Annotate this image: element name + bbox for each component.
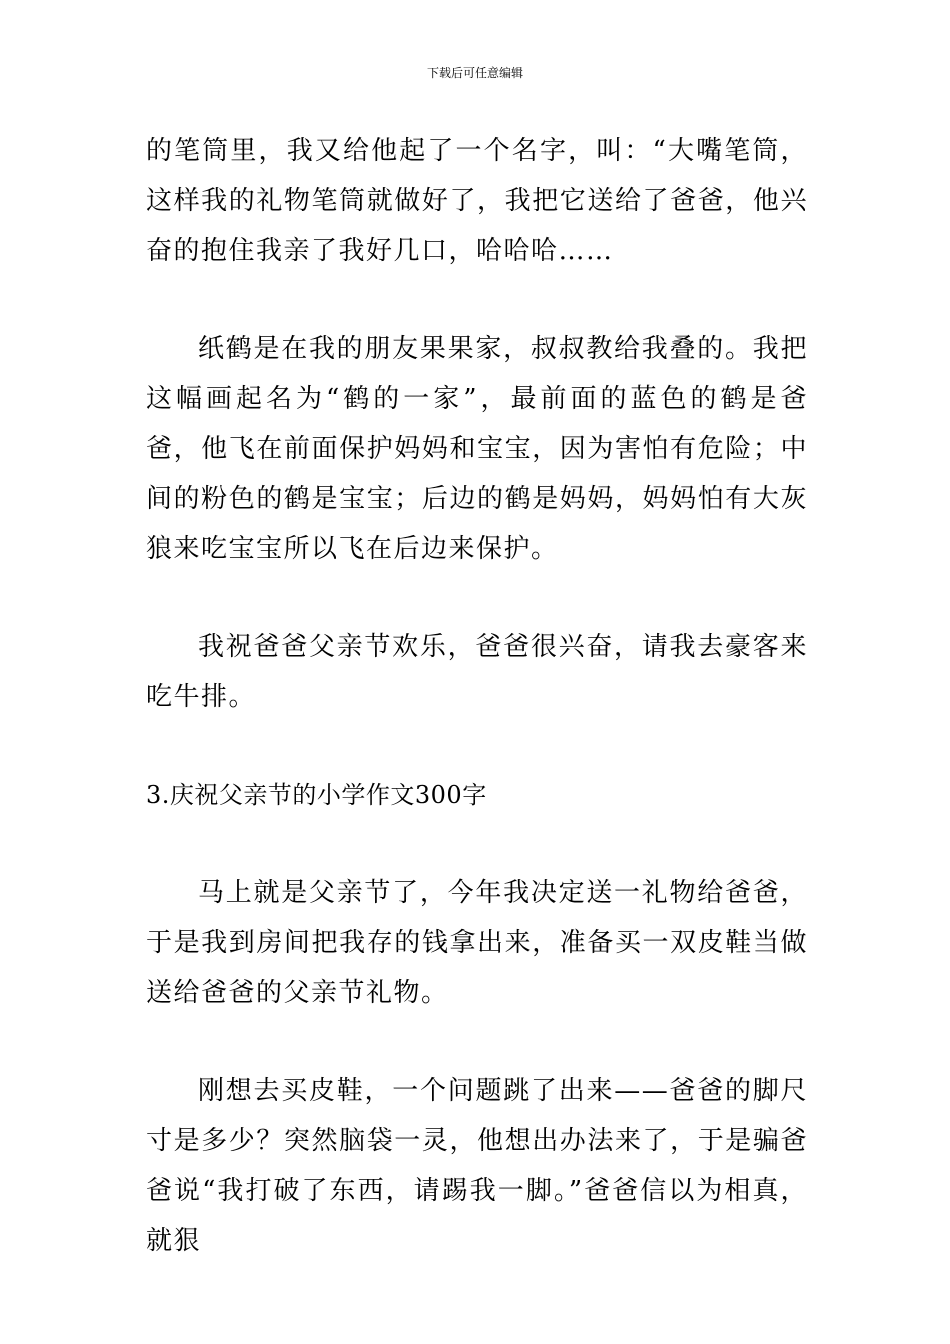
paragraph-wish: 我祝爸爸父亲节欢乐，爸爸很兴奋，请我去豪客来吃牛排。 xyxy=(146,632,808,712)
paragraph-paper-crane: 纸鹤是在我的朋友果果家，叔叔教给我叠的。我把这幅画起名为“鹤的一家”，最前面的蓝色的鹤是爸爸，他飞在前面保护妈妈和宝宝，因为害怕有危险；中间的粉色的鹤是宝宝；后边的鹤是妈妈，妈妈怕有大灰狼来吃宝宝所以飞在后边来保护。 xyxy=(146,334,808,564)
section-heading: 3.庆祝父亲节的小学作文300字 xyxy=(146,781,487,809)
paragraph-shoe-size: 刚想去买皮鞋，一个问题跳了出来——爸爸的脚尺寸是多少？突然脑袋一灵，他想出办法来了，于是骗爸爸说“我打破了东西，请踢我一脚。”爸爸信以为相真，就狠 xyxy=(146,1076,808,1256)
document-body xyxy=(146,126,808,1266)
paragraph-continuation: 的笔筒里，我又给他起了一个名字，叫：“大嘴笔筒，这样我的礼物笔筒就做好了，我把它送给了爸爸，他兴奋的抱住我亲了我好几口，哈哈哈…… xyxy=(146,136,808,266)
page-header: 下载后可任意编辑 xyxy=(426,66,523,80)
paragraph-gift-plan: 马上就是父亲节了，今年我决定送一礼物给爸爸，于是我到房间把我存的钱拿出来，准备买一双皮鞋当做送给爸爸的父亲节礼物。 xyxy=(146,878,808,1008)
